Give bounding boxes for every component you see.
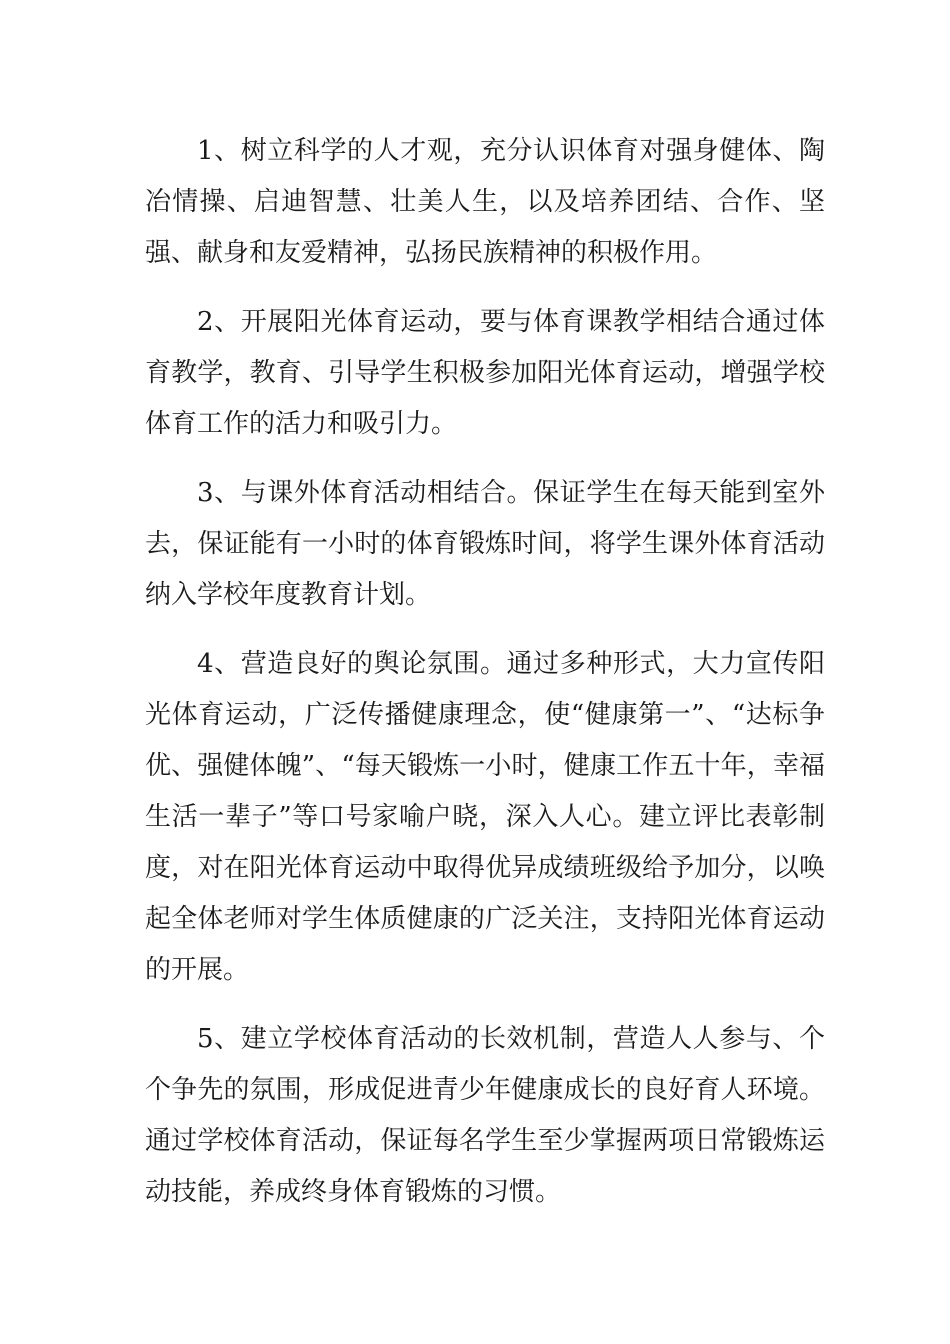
paragraph-2: 2、开展阳光体育运动，要与体育课教学相结合通过体育教学，教育、引导学生积极参加阳光体育运动，增强学校体育工作的活力和吸引力。 [145,307,825,439]
paragraph-4: 4、营造良好的舆论氛围。通过多种形式，大力宣传阳光体育运动，广泛传播健康理念，使“健康第一”、“达标争优、强健体魄”、“每天锻炼一小时，健康工作五十年，幸福生活一辈子”等口号家喻户晓，深入人心。建立评比表彰制度，对在阳光体育运动中取得优异成绩班级给予加分，以唤起全体老师对学生体质健康的广泛关注，支持阳光体育运动的开展。 [145,649,825,985]
paragraph-3: 3、与课外体育活动相结合。保证学生在每天能到室外去，保证能有一小时的体育锻炼时间，将学生课外体育活动纳入学校年度教育计划。 [145,478,825,610]
document-body [145,126,825,1236]
paragraph-1: 1、树立科学的人才观，充分认识体育对强身健体、陶冶情操、启迪智慧、壮美人生，以及培养团结、合作、坚强、献身和友爱精神，弘扬民族精神的积极作用。 [145,136,825,268]
paragraph-5: 5、建立学校体育活动的长效机制，营造人人参与、个个争先的氛围，形成促进青少年健康成长的良好育人环境。通过学校体育活动，保证每名学生至少掌握两项日常锻炼运动技能，养成终身体育锻炼的习惯。 [145,1024,825,1207]
